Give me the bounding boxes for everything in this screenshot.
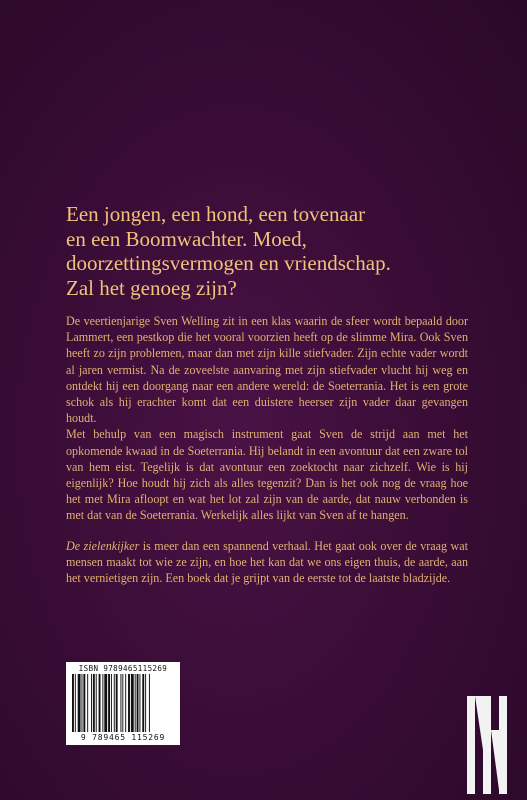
tagline-line: Een jongen, een hond, een tovenaar xyxy=(66,202,366,226)
isbn-barcode xyxy=(66,662,180,745)
tagline-line: en een Boomwachter. Moed, xyxy=(66,226,307,251)
blurb-paragraph-2: Met behulp van een magisch instrument gaat Sven de strijd aan met het opkomende kwaad in de Soeterrania. Hij belandt in een avontuur dat een zware tol van hem eist. Tegelijk is dat avontuur een zoektocht naar zichzelf. Wie is hij eigenlijk? Hoe houdt hij zich als alles tegenzit? Dan is het ook nog de vraag hoe het met Mira afloopt en wat het lot zal zijn van de aarde, dat nauw verbonden is met dat van de Soeterrania. Werkelijk alles lijkt van Sven af te hangen. xyxy=(66,427,468,523)
blurb-paragraph-3-text: is meer dan een spannend verhaal. Het gaat ook over de vraag wat mensen maakt tot wie ze zijn, en hoe het kan dat we ons eigen thuis, de aarde, aan het vernietigen zijn. Een boek dat je grijpt van de eerste tot de laatste bladzijde. xyxy=(66,538,468,586)
book-title: De zielenkijker xyxy=(66,538,140,553)
blurb-paragraph-3 xyxy=(66,538,468,587)
blurb xyxy=(66,313,468,586)
isbn-label: ISBN 9789465115269 xyxy=(78,664,168,673)
barcode-bars xyxy=(72,674,174,732)
publisher-logo xyxy=(461,690,527,800)
blurb-paragraph-1: De veertienjarige Sven Welling zit in een klas waarin de sfeer wordt bepaald door Lammert, een pestkop die het vooral voorzien heeft op de slimme Mira. Ook Sven heeft zo zijn problemen, maar dan met zijn kille stiefvader. Zijn echte vader wordt al jaren vermist. Na de zoveelste aanvaring met zijn stiefvader vlucht hij weg en ontdekt hij een doorgang naar een andere wereld: de Soeterrania. Het is een grote schok als hij erachter komt dat een duistere heerser zijn vader daar gevangen houdt. xyxy=(66,314,468,426)
tagline xyxy=(66,202,486,300)
tagline-line: doorzettingsvermogen en vriendschap. xyxy=(66,251,391,275)
barcode-digits: 9 789465 115269 xyxy=(80,733,166,742)
tagline-line: Zal het genoeg zijn? xyxy=(66,275,237,300)
